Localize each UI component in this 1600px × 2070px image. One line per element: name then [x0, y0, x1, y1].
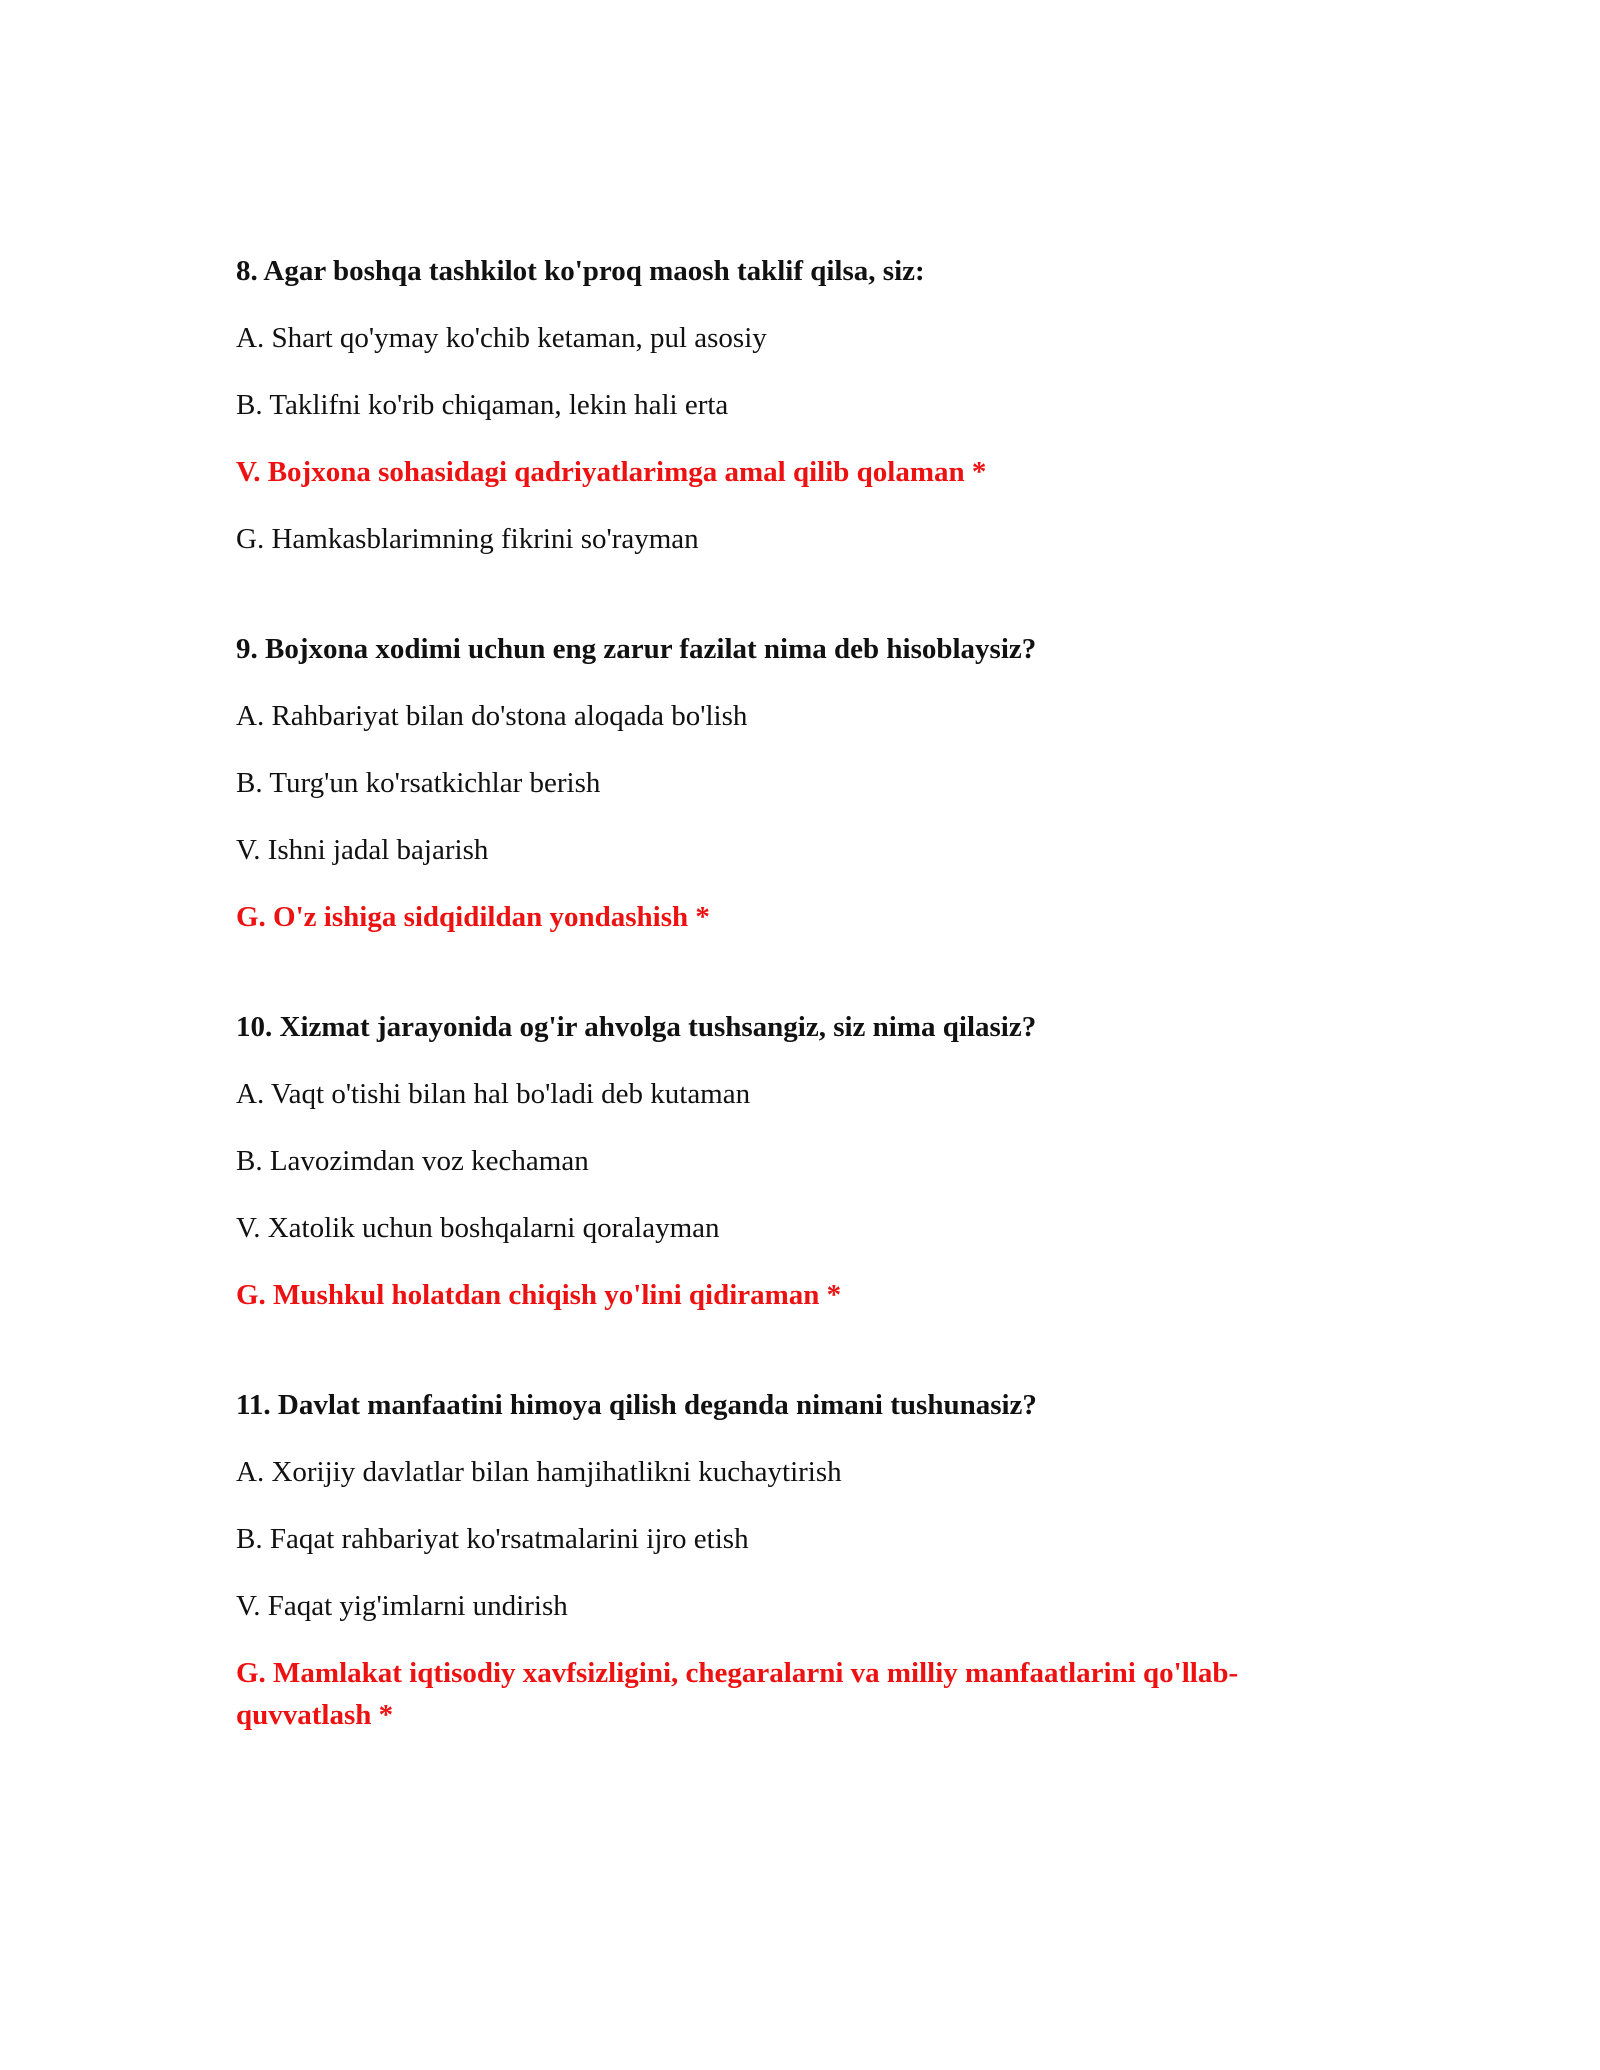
answer-option: V. Faqat yig'imlarni undirish: [236, 1590, 568, 1622]
answer-option: A. Xorijiy davlatlar bilan hamjihatlikni kuchaytirish: [236, 1456, 842, 1488]
answer-option: B. Turg'un ko'rsatkichlar berish: [236, 767, 601, 799]
correct-answer-option: G. O'z ishiga sidqidildan yondashish *: [236, 901, 710, 933]
question-title: 10. Xizmat jarayonida og'ir ahvolga tushsangiz, siz nima qilasiz?: [236, 1011, 1037, 1043]
answer-option: B. Lavozimdan voz kechaman: [236, 1145, 589, 1177]
answer-option: B. Faqat rahbariyat ko'rsatmalarini ijro etish: [236, 1523, 749, 1555]
question-block: [236, 1384, 1366, 1736]
answer-option: A. Vaqt o'tishi bilan hal bo'ladi deb kutaman: [236, 1078, 751, 1110]
question-block: [236, 628, 1366, 938]
document-page: [236, 250, 1366, 1804]
answer-option: V. Xatolik uchun boshqalarni qoralayman: [236, 1212, 720, 1244]
answer-option: A. Rahbariyat bilan do'stona aloqada bo'lish: [236, 700, 748, 732]
correct-answer-option: G. Mamlakat iqtisodiy xavfsizligini, chegaralarni va milliy manfaatlarini qo'llab-quvvatlash *: [236, 1657, 1239, 1731]
question-title: 8. Agar boshqa tashkilot ko'proq maosh taklif qilsa, siz:: [236, 255, 925, 287]
question-title: 11. Davlat manfaatini himoya qilish deganda nimani tushunasiz?: [236, 1389, 1037, 1421]
answer-option: V. Ishni jadal bajarish: [236, 834, 489, 866]
correct-answer-option: V. Bojxona sohasidagi qadriyatlarimga amal qilib qolaman *: [236, 456, 987, 488]
question-title: 9. Bojxona xodimi uchun eng zarur fazilat nima deb hisoblaysiz?: [236, 633, 1037, 665]
question-block: [236, 250, 1366, 560]
question-block: [236, 1006, 1366, 1316]
correct-answer-option: G. Mushkul holatdan chiqish yo'lini qidiraman *: [236, 1279, 842, 1311]
answer-option: B. Taklifni ko'rib chiqaman, lekin hali erta: [236, 389, 729, 421]
answer-option: A. Shart qo'ymay ko'chib ketaman, pul asosiy: [236, 322, 767, 354]
answer-option: G. Hamkasblarimning fikrini so'rayman: [236, 523, 699, 555]
